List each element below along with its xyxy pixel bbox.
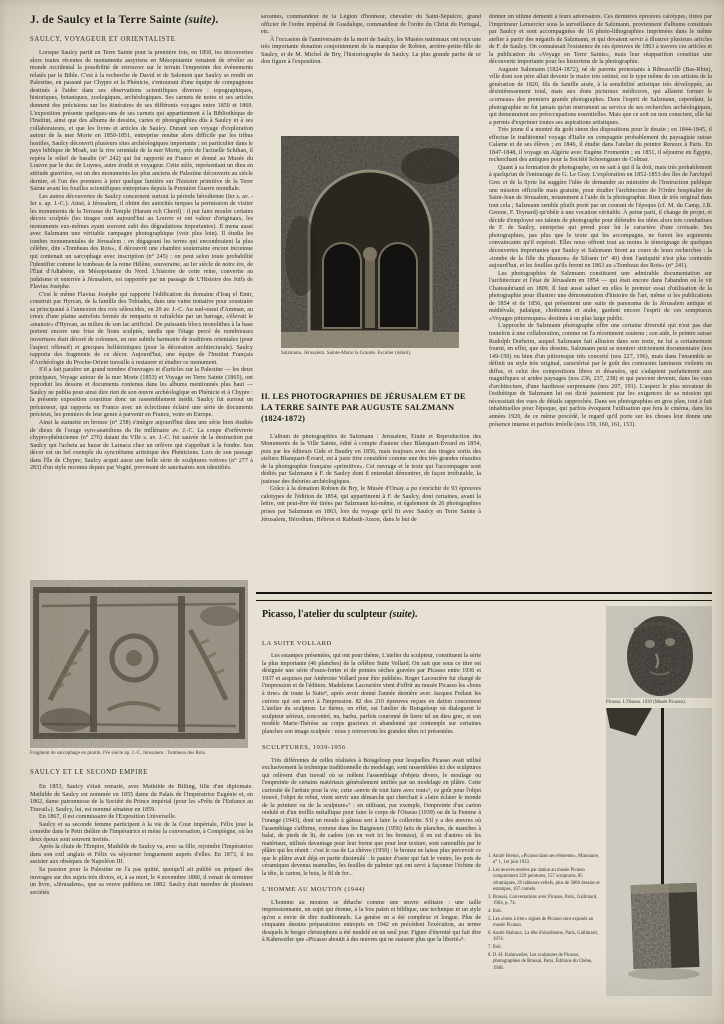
footnote: 5. Les «bons à tirer» signés de Picasso sont exposés au musée Picasso.	[488, 916, 594, 929]
picasso-title	[262, 609, 418, 620]
paragraph: Les estampes présentées, qui ont pour thème, L'atelier du sculpteur, constituent la série la plus importante (46 planches) de la célèbre Suite Vollard. On sait que sous ce titre est désignée une série d'eaux-fortes et de pointes sèches gravées par Picasso entre 1930 et 1937 et acquises par Ambroise Vollard pour être publiées. Roger Lacourière fut chargé de l'impression et de l'édition. Madeleine Lacourière vient d'offrir au musée Picasso les «bons à tirer» de toute la Suite⁵, après avoir donné l'année dernière avec Jacques Frélaut les cuivres qui ont servi à l'impression. 82 des 210 épreuves reçues en dation concernent L'atelier du sculpteur. Le thème, en effet, est l'atelier de Boisgeloup où dialoguent le sculpteur sérieux, concentré, nu, barbu, parfois couronné de lierre tel un dieu grec, et son modèle Marie-Thérèse au corps gracieux et abandonné qui contemple sur certaines planches son image sculptée : nous y retrouvons les grandes têtes ici présentées.	[262, 653, 481, 735]
sarcophagus-photo	[30, 580, 248, 748]
footnote: 6. André Malraux, La tête d'obsidienne, Paris, Gallimard, 1974.	[488, 931, 598, 943]
paragraph: savantes, commandeur de la Légion d'honneur, chevalier du Saint-Sépulcre, grand officier de l'ordre impérial de Guadalupe, commandeur de l'ordre du Christ du Portugal, etc.	[261, 14, 481, 36]
sarcophagus-figure	[30, 580, 253, 757]
sculpture-figure	[606, 606, 712, 996]
paragraph: Quant à sa formation de photographe, on ne sait à qui il la doit, mais très probablement à quelqu'un de l'entourage de G. Le Gray. L'exploration en 1852-1853 des îles de l'archipel Grec et de la Syrie lui suggère l'idée de demander au ministère de l'Instruction publique une mission officielle mais gratuite, pour étudier l'architecture de l'Ordre hospitalier de Saint-Jean de Jérusalem, notamment à l'aide de la photographie. Rien de très original dans tout cela ; Salzmann semble plutôt porté par un courant de l'époque (cf. M. du Camp, J.B. Greene, F. Teynard) qu'obéir à une vocation véritable. À peine parti, il change de projet, et décide d'employer ses talents de photographe pour défendre les idées alors très combattues de F. de Saulcy, entreprise qui prend pour lui le caractère d'une croisade. Ses photographies, pas plus que le texte qui les accompagne, ne furent les arguments convaincants qu'il espérait. Elles nous offrent tout au moins le témoignage de quelques découvertes importantes que Saulcy et Salzmann firent au cours de leurs recherches : la «tombe de la fille du pharaon» de Siloam (n° 40) dont l'antiquité n'est plus contestée aujourd'hui, et les fouilles qu'ils feront en 1863 au «Tombeau des Rois» (n° 241).	[489, 164, 712, 270]
paragraph: L'approche de Salzmann photographe offre une certaine diversité qui n'est pas due toutefois à une collaboration, comme on l'a récemment soutenu ; son aide, le peintre suisse Rudolph Durheim, auquel Salzmann fait allusion dans son texte, ne lui a certainement fourni, en effet, que des dessins. Salzmann peut se montrer strictement documentaire (nos 149-150) ou bien d'un pittoresque très concerté (nos 227, 196), mais dans l'ensemble se définit un style très original, caractérisé par le goût des contrastes lumineux violents ou diffus, et celui des compositions libres et désaxées, qui s'adaptent parfaitement aux magnifiques et arides paysages (nos 236, 237, 238) et qui peuvent devenir, dans les vues d'architecture, d'une hardiesse surprenante (nos 207, 191). L'aspect le plus novateur de l'esthétique de Salzmann lui est dicté justement par les exigences de sa mission qui nécessitait des vues de détails rapprochés. Dans ses photographies en gros plan, tout à fait inhabituelles pour l'époque, qui parfois évoquent l'utilisation que fera le cinéma, dans les années 1920, de ce même procédé, le regard qu'il porte sur les choses leur donne une présence intense et parfois irréelle (nos 159, 160, 161, 153).	[489, 323, 712, 428]
paragraph: Les photographies de Salzmann constituent une admirable documentation sur l'architecture et l'état de Jérusalem en 1854 — qui était encore dans l'abandon où le vit Chateaubriand en 1809. Il faut aussi saluer en elles le premier essai d'utilisation de la photographie pour illustrer une démonstration d'histoire de l'art, même si les publications de 1854 et de 1856, qui présentent une suite de panorama de la Jérusalem antique et médiévale, judaïque, chrétienne et arabe, gardent encore l'esprit de ces somptueux «Voyages pittoresques» destinés à un plus large public.	[489, 270, 712, 322]
picasso-panel	[256, 592, 712, 1022]
paragraph: Très différentes de celles réalisées à Boisgeloup pour lesquelles Picasso avait utilisé exclusivement la technique traditionnelle du modelage, sont rassemblées ici des sculptures qui relèvent d'un travail où se mêlent l'assemblage d'objets divers, le moulage ou l'empreinte de certains matériaux généralement unifiés par un modelage en plâtre. Cette curiosité de l'artiste pour la vie, cette «envie de tout faire avec tout»⁶, ce goût pour l'objet trouvé, l'objet de rebut, vient servir une démarche qui cherchait à «faire éclater le monde de la peinture ou de la sculpture»⁷ : en utilisant, par exemple, l'empreinte d'un carton ondulé et d'un treillis métallique pour faire le corps de l'Oiseau (1939) ou de la Femme à l'orange (1943), dont un moule à gâteau sert à faire la collerette. S'il y a des œuvres où l'assemblage s'affirme, comme dans les Baigneurs (1956) faits de planches, de manches à balai, de pieds de lit, de cadres (on en voit ici les bronzes), il en est d'autres où les matériaux, utilisés davantage pour leur forme que pour leur texture, sont camouflés par le plâtre qui les réunit : c'est le cas de La chèvre (1950) : le bronze ne laisse plus percevoir ce que le plâtre avait déjà en partie dissimulé : le panier d'osier qui fait le ventre, les pots de céramiques devenus mamelles, les feuilles de palmier qui ont servi à façonner l'échine de la tête, le carton, le bois, le fil de fer...	[262, 757, 481, 877]
picasso-title-suffix: (suite).	[389, 609, 418, 620]
paragraph: En 1867, il est commissaire de l'Exposition Universelle.	[39, 814, 177, 821]
heading-voyageur-orientaliste: SAULCY, VOYAGEUR ET ORIENTALISTE	[30, 35, 176, 43]
footnote: 4. Ibid.	[488, 909, 502, 915]
paragraph: donner un ultime démenti à leurs adversaires. Ces dernières épreuves calotypes, tirées par l'imprimeur Lemercier sous la surveillance de Salzmann, proviennent d'albums constitués par Saulcy et sont accompagnées de 16 photo-lithographies imprimées dans le même atelier à partir des négatifs de Salzmann, et qui devaient servir à illustrer plusieurs articles de F. de Saulcy. On connaissait l'existence de ces épreuves de 1863 à travers ces articles et la publication du «Voyage en Terre Sainte», mais leur réapparition constitue une découverte importante pour les historiens de la photographie.	[489, 14, 712, 66]
picasso-text-column	[262, 632, 481, 945]
paragraph: Saulcy et sa seconde femme participent à la vie de la Cour impériale, Félix joue la comédie dans le Petit théâtre de l'Impératrice et mène la conversation, à Compiègne, où les deux époux sont souvent invités.	[30, 821, 253, 843]
saulcy-body-text-1	[30, 50, 253, 570]
saulcy-right-column	[489, 14, 712, 582]
footnote: 2. Les œuvres entrées par dation au musée Picasso comprennent 229 peintures, 157 sculptures, 85 céramiques, 29 tableaux-reliefs, plus de 3000 dessins et estampes, 107 carnets.	[488, 868, 600, 893]
footnote: 1. André Breton, «Picasso dans ses éléments», Minotaure, n° 1, 1er juin 1933.	[488, 854, 600, 866]
paragraph: Lorsque Saulcy partit en Terre Sainte pour la première fois, en 1850, les découvertes alors toutes récentes de monuments assyriens en Mésopotamie venaient de révéler au monde occidental la possibilité de retrouver sur le terrain l'empreinte des événements relatés par la Bible. C'est à la recherche de David et de Salomon que Saulcy se rendit en Palestine, en passant par Chypre et la Phénicie, s'entourant d'une équipe de compagnons destinés à l'aider dans ses observations scientifiques diverses : topographiques, historiques, botaniques, zoologiques, archéologiques. Ses carnets de notes et ses articles donnent des précisions sur les itinéraires de ses différents voyages entre 1850 et 1869. L'exposition présente quelques-uns de ses carnets qui appartiennent à la Bibliothèque de l'Institut, ainsi que des albums de dessins, cartes et photographies dûs à Saulcy et à ses collaborateurs, et que les livres et articles de Saulcy. Durant son voyage d'exploration autour de la mer Morte en 1850-1851, entreprise rendue alors difficile par les tribus hostiles, Saulcy découvrit plusieurs sites archéologiques importants ; en particulier dans le pays biblique de Moab, sur la rive orientale de la mer Morte, près de l'actuelle Schihan, il repéra le relief de basalte (n° 242) qui fut rapporté en France et donné au Musée du Louvre par le duc de Luynes, autre érudit et voyageur. Cette stèle, représentant un dieu en attitude guerrière, est un des monuments les plus anciens de Palestine découverts au siècle dernier, et l'un des premiers à jeter quelque lumière sur l'histoire primitive de la Terre Sainte avant les fouilles scientifiques entreprises depuis la Première Guerre mondiale.	[30, 50, 253, 193]
paragraph: Après la chute de l'Empire, Mathilde de Saulcy va, avec sa fille, rejoindre l'Impératrice dans son exil anglais et Félix va séjourner longuement auprès d'elles. En 1873, il ira assister aux obsèques de Napoléon III.	[30, 844, 253, 866]
paragraph: À l'occasion de l'anniversaire de la mort de Saulcy, les Musées nationaux ont reçu une très importante donation conjointement de la marquise de Robien, arrière-petite-fille de Saulcy, et de M. Michel de Bry, l'historiographe de Saulcy. La plus grande partie de ce don figure à l'exposition.	[261, 36, 481, 66]
heading-photographies-jerusalem: II. LES PHOTOGRAPHIES DE JÉRUSALEM ET DE LA TERRE SAINTE PAR AUGUSTE SALZMANN (1824-1872)	[261, 392, 466, 424]
saulcy-body-text-2	[30, 784, 253, 897]
paragraph: En 1853, Saulcy s'était remarié, avec Mathilde de Billing, fille d'un diplomate. Mathilde de Saulcy est nommée en 1855 dame du Palais de l'Impératrice Eugénie et, en 1862, dame patronnesse de la Société du Prince impérial (pour les «Prêts de l'Enfance au Travail»). Saulcy, lui, est nommé sénateur en 1859.	[30, 784, 253, 813]
article-title-text: J. de Saulcy et la Terre Sainte	[30, 14, 182, 26]
paragraph: S'il a fait paraître un grand nombre d'ouvrages et d'articles sur la Palestine — les deux principaux, Voyage autour de la mer Morte (1853) et Voyage en Terre Sainte (1865), ont reproduit les dessins et documents contenus dans les albums mentionnés plus haut — Saulcy ne publia pour ainsi dire rien de son œuvre archéologique en Phénicie et à Chypre : la présente exposition constitue donc un rassemblement inédit. Saulcy fut surtout un précurseur, qui rapporta en France avec un éclectisme éclairé une série de documents précieux, les premiers de leur genre à parvenir en France, voire en Europe.	[30, 367, 253, 419]
picasso-title-text: Picasso, l'atelier du sculpteur	[262, 609, 387, 620]
saulcy-middle-column	[261, 14, 481, 590]
footnote: 3. Brassaï, Conversations avec Picasso, Paris, Gallimard, 1964, p. 74.	[488, 894, 598, 907]
saulcy-body-text-3	[261, 14, 481, 74]
article-title	[30, 14, 253, 27]
jerusalem-caption: Salzmann. Jérusalem. Sainte-Marie la Grande. Escalier (détail).	[281, 351, 412, 356]
heading-second-empire: SAULCY ET LE SECOND EMPIRE	[30, 769, 148, 777]
paragraph: Les autres découvertes de Saulcy concernent surtout la période hérodienne (Ier s. av. - Ier s. ap. J.-C.). Ainsi, à Jérusalem, il obtint des autorités turques la permission de visiter les monuments de la Terrasse du Temple (Haram ech Cherif) : il put faire mouler certains décors sculptés (les tirages sont aujourd'hui au Louvre et ont valeur d'originaux, les monuments eux-mêmes ayant souvent subi des dégradations importantes). Il mena aussi avec Salzmann une véritable campagne photographique (voir plus loin). Il étudia les tombes monumentales de Jérusalem : en dégageant les terres qui encombraient la plus célèbre, dite «Tombeau des Rois», il découvrit une chambre souterraine encore inconnue qui contenait un sarcophage avec inscription (n° 245) : on peut selon toute probabilité l'identifier comme le tombeau de la reine Hélène, souveraine, au Ier siècle de notre ère, de l'État d'Adiabène, en Mésopotamie du Nord. L'histoire de cette reine, convertie au judaïsme et enterrée à Jérusalem, est rapportée par un passage de L'Histoire des Juifs de Flavius Josèphe.	[30, 193, 253, 291]
heading-sculptures: SCULPTURES, 1939-1956	[262, 744, 346, 752]
article-title-suffix: (suite).	[184, 14, 219, 26]
saulcy-left-column	[30, 14, 253, 1014]
paragraph: Grâce à la donation Robien de Bry, le Musée d'Orsay a pu s'enrichir de 93 épreuves calotypes de l'édition de 1854, qui appartinrent à F. de Saulcy, dont certaines, avant la lettre, ont peut-être été tirées par Salzmann lui-même, et également de 26 photographies prises par Salzmann en 1863, lors du voyage qu'il fit avec Saulcy en Terre Sainte à Jérusalem, Hérodium, Hébron et Rabbath-Amon, dans le but de	[261, 486, 481, 523]
section-divider-rule	[256, 592, 712, 601]
paragraph: L'homme au mouton se détache comme une œuvre solitaire : une taille impressionnante, un sujet qui étonne, à la fois païen et biblique, une technique et un style qu'on a envie de dire traditionnels. La genèse en a été complexe et longue. Plus de cinquante dessins préparatoires entrepris en 1942 en précèdent l'exécution, au terme desquels le berger christophore a été modelé en un seul jour. Figure d'éternité qui fait dire à Kahnweiler que «Picasso aboutit à des œuvres qui ne statuent plus que la liberté»⁸.	[262, 899, 481, 944]
saulcy-body-text-4	[261, 434, 481, 568]
footnote: 7. Ibid.	[488, 945, 502, 951]
paragraph: Ainsi la statuette en bronze (n° 258) s'intègre aujourd'hui dans une série bien étudiée de dieux de l'orage syro-anatoliens du IIe millénaire av. J.-C. La coupe d'orfèvrerie chypro-phénicienne (n° 276) datant du VIIe s. av. J.-C. fut sauvée de la destruction par Saulcy qui l'acheta au bazar de Larnaca chez un orfèvre qui s'apprêtait à la fondre. Son décor est un bel exemple du syncrétisme artistique des Phéniciens. Lors de son passage dans l'île de Chypre, Saulcy acquit aussi une belle série de sculptures votives (n° 277 à 283) d'un style reconnu depuis par Vogüé, provenant de sanctuaires non identifiés.	[30, 420, 253, 472]
sarcophagus-caption: Fragment de sarcophage en plomb. IVe siècle ap. J.-C. Jérusalem : Tombeau des Rois.	[30, 751, 207, 757]
sculpture-caption: Picasso. L'Oiseau. 1939 (Musée Picasso).	[606, 700, 686, 705]
jerusalem-figure	[281, 136, 459, 357]
picasso-footnotes	[488, 854, 602, 974]
paragraph: C'est le même Flavius Josèphe qui rapporte l'édification du domaine d'Iraq el Emir, construit par Hyrcan, de la famille des Tobiades, dans une vaine tentative pour soustraire sa principauté à l'annexion des rois séleucides, en 20 av. J.-C. Au sud-ouest d'Amman, au creux d'une plaine autrefois fermée de remparts et rafraîchie par un barrage, s'élevait le «manoir» d'Hyrcan, au milieu de son lac artificiel. De puissants blocs monolithes à la base portent encore une frise de lions sculptés, tandis que l'étage percé de nombreuses ouvertures était décoré de colonnes, en une subtile harmonie de traditions orientales (pour l'aspect offensif) et grecques hellénistiques (pour la décoration architecturale). Saulcy rapporta des fragments de ce décor. Aujourd'hui, une équipe de l'Institut Français d'Archéologie du Proche-Orient travaille à restaurer et étudier ce monument.	[30, 291, 253, 366]
paragraph: Auguste Salzmann (1824-1872), né de parents protestants à Ribeauvillé (Bas-Rhin), ville dont son père allait devenir le maire très estimé, est le type même de ces artistes de la génération de 1820, fils de famille aisée, à la sensibilité artistique très développée, au désintéressement total, mais aux dons picturaux médiocres, qui allaient former le «corneau» des premiers grands photographes. Dans l'esprit de Salzmann, cependant, la photographie ne fut jamais qu'un instrument au service de ses recherches archéologiques, qui demeuraient ses préoccupations essentielles. Mais que ce soit ou non conscient, elle lui a permis d'exprimer toutes ses aspirations artistiques.	[489, 66, 712, 126]
paragraph: L'album de photographies de Salzmann : Jérusalem, Étude et Reproduction des Monuments de la Ville Sainte, édité à compte d'auteur chez Blanquart-Évrard en 1854, puis par les éditeurs Gide et Baudry en 1856, mais toujours avec des tirages sortis des ateliers Blanquart-Évrard, est à juste titre considéré comme une des très grandes réussites de la photographie française «primitive». Cet ouvrage et le texte qui l'accompagne sont dédiés par Salzmann à F. de Saulcy dont il entendait démontrer, de façon irréfutable, la justesse des théories archéologiques.	[261, 433, 481, 485]
footnote: 8. D.-H. Kahnweiler, Les sculptures de Picasso, photographies de Brassaï, Paris, Éditions du Chêne, 1948.	[488, 953, 593, 971]
jerusalem-photo	[281, 136, 459, 348]
heading-homme-au-mouton: L'HOMME AU MOUTON (1944)	[262, 886, 365, 894]
sculpture-photo-head	[606, 606, 712, 698]
sculpture-photo-base	[606, 708, 712, 996]
paragraph: Très jeune il a montré du goût sinon des dispositions pour le dessin ; en 1844-1845, il effectue le traditionnel voyage d'Italie en compagnie probablement du paysagiste suisse Calame et de ses élèves ; en 1846, il étudie dans l'atelier du peintre Renoux à Paris. En 1847-1848, il voyage en Algérie avec Eugène Fromentin ; en 1851, il séjourne en Égypte, recherchant des antiques pour la Société Schoengauer de Colmar.	[489, 127, 712, 164]
heading-suite-vollard: LA SUITE VOLLARD	[262, 640, 332, 647]
paragraph: Sa passion pour la Palestine ne l'a pas quitté, quoiqu'il ait publié ou préparé des ouvrages sur des sujets très divers, et, à sa mort, le 4 novembre 1880, il venait de terminer un livre, «Jérusalem», que sa veuve publiera en 1882. Saulcy était membre de plusieurs sociétés	[30, 867, 253, 896]
